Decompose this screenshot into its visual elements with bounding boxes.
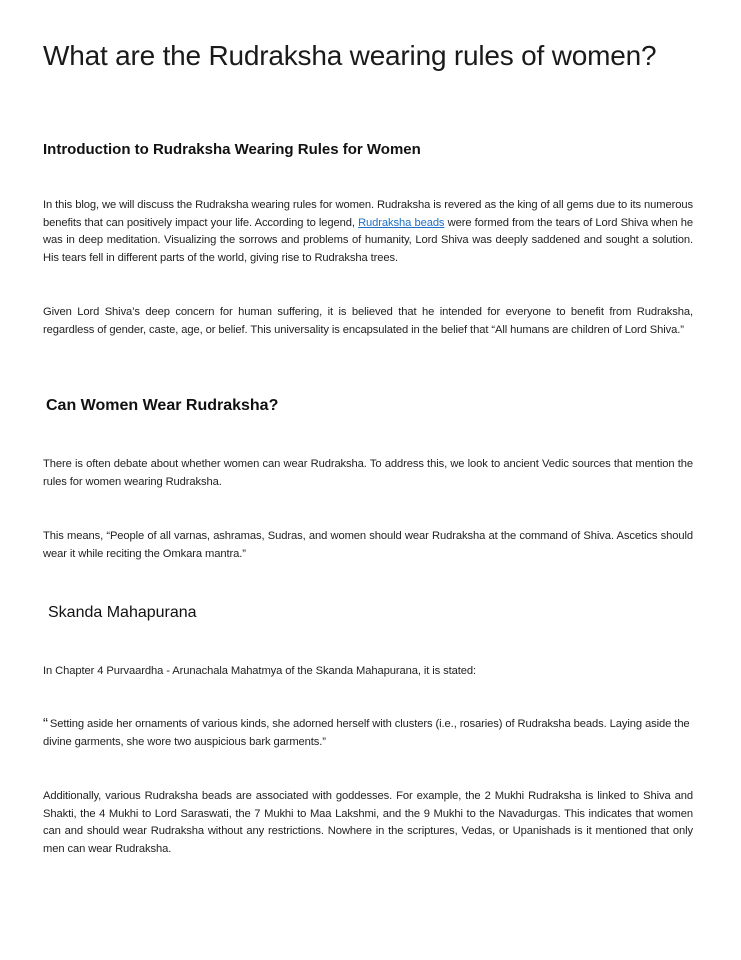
- can-women-paragraph-1: There is often debate about whether women can wear Rudraksha. To address this, we look to ancient Vedic sources that mention the rules for women wearing Rudraksha.: [43, 458, 693, 488]
- can-women-heading: Can Women Wear Rudraksha?: [46, 397, 279, 414]
- intro-p1-text-end: were formed from the tears of Lord Shiva when he was in deep meditation. Visualizing the sorrows and problems of humanity, Lord Shiva was deeply saddened and sought a solution. His tears fell in different parts of the world, giving rise to Rudraksha trees.: [43, 216, 693, 264]
- intro-p1-text-start: In this blog, we will discuss the Rudraksha wearing rules for women. Rudraksha is revered as the king of all gems due to its numerous benefits that can positively impact your life. According to legend,: [43, 199, 693, 229]
- rudraksha-beads-link[interactable]: Rudraksha beads: [358, 216, 445, 229]
- skanda-heading: Skanda Mahapurana: [48, 604, 197, 621]
- skanda-paragraph-1: In Chapter 4 Purvaardha - Arunachala Mahatmya of the Skanda Mahapurana, it is stated:: [43, 665, 477, 677]
- intro-heading: Introduction to Rudraksha Wearing Rules for Women: [43, 141, 421, 158]
- intro-paragraph-2: Given Lord Shiva’s deep concern for human suffering, it is believed that he intended for everyone to benefit from Rudraksha, regardless of gender, caste, age, or belief. This universality is encapsulated in the belief that “All humans are children of Lord Shiva.”: [43, 306, 693, 336]
- open-quote-mark: “: [43, 715, 48, 732]
- skanda-quote-text: Setting aside her ornaments of various kinds, she adorned herself with clusters (i.e., rosaries) of Rudraksha beads. Laying aside the divine garments, she wore two auspicious bark garments.”: [43, 718, 690, 748]
- can-women-paragraph-2: This means, “People of all varnas, ashramas, Sudras, and women should wear Rudraksha at the command of Shiva. Ascetics should wear it while reciting the Omkara mantra.”: [43, 530, 693, 560]
- skanda-quote: [43, 715, 693, 751]
- intro-paragraph-1: [43, 197, 693, 267]
- page-title: What are the Rudraksha wearing rules of women?: [43, 40, 657, 71]
- skanda-paragraph-2: Additionally, various Rudraksha beads are associated with goddesses. For example, the 2 Mukhi Rudraksha is linked to Shiva and Shakti, the 4 Mukhi to Lord Saraswati, the 7 Mukhi to Maa Lakshmi, and the 9 Mukhi to the Navadurgas. This indicates that women can and should wear Rudraksha without any restrictions. Nowhere in the scriptures, Vedas, or Upanishads is it mentioned that only men can wear Rudraksha.: [43, 790, 693, 855]
